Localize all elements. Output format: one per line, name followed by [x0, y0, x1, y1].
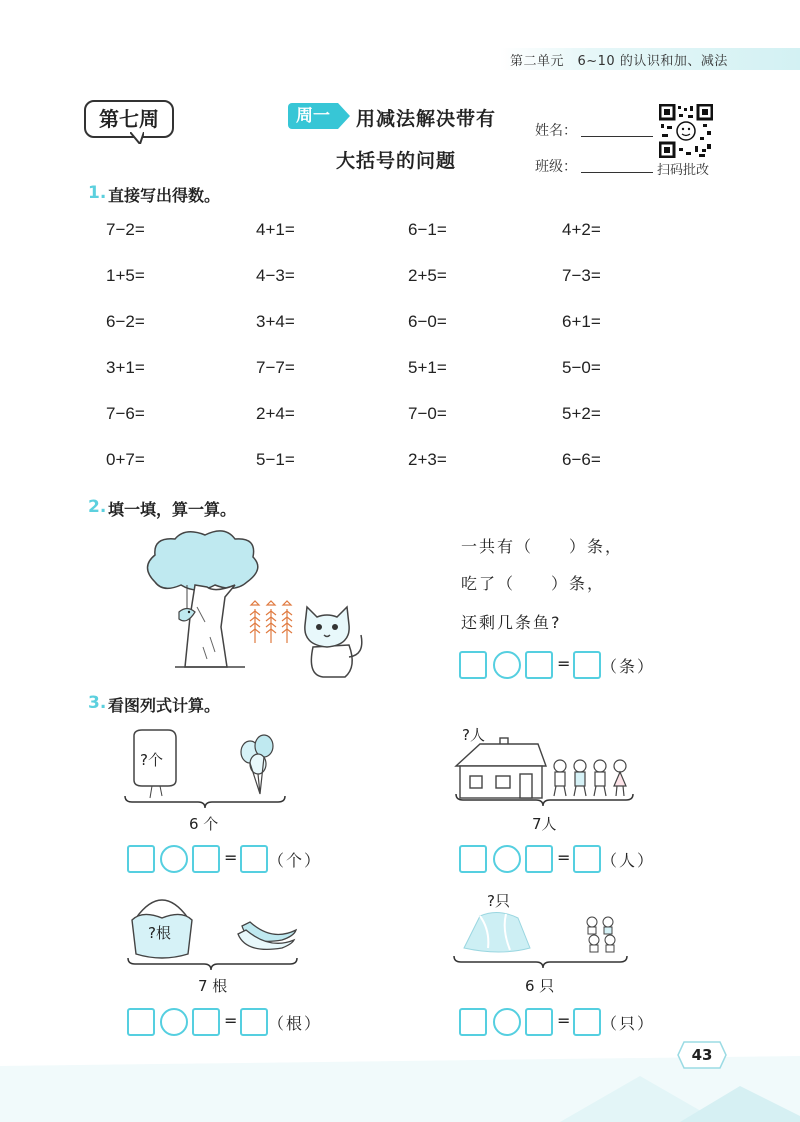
q3-p2-total: 7人 — [532, 815, 557, 833]
q3-p4-box-2[interactable] — [525, 1008, 553, 1036]
q3-p4-operator[interactable] — [493, 1008, 521, 1036]
q2-answer-box-2[interactable] — [525, 651, 553, 679]
q1-number: 1. — [88, 183, 107, 203]
q3-p3-question: ?根 — [148, 924, 171, 942]
q1-equation: 6−0= — [408, 312, 447, 331]
q3-p2-box-1[interactable] — [459, 845, 487, 873]
q2-eaten-line: 吃了（ ）条， — [461, 574, 606, 593]
class-label: 班级： — [535, 159, 577, 175]
cat-icon — [305, 607, 362, 677]
q1-equation: 7−2= — [106, 220, 145, 239]
q2-answer-box-1[interactable] — [459, 651, 487, 679]
q2-operator-circle[interactable] — [493, 651, 521, 679]
q3-number: 3. — [88, 693, 107, 713]
q1-instruction: 直接写出得数。 — [108, 186, 221, 205]
q3-p2-equals: = — [557, 848, 571, 867]
qr-code-icon[interactable] — [659, 104, 713, 158]
week-tag: 第七周 — [84, 100, 174, 138]
q3-p1-equals: = — [224, 848, 238, 867]
q1-equation: 7−3= — [562, 266, 601, 285]
children-icon — [554, 760, 626, 796]
q3-p3-result[interactable] — [240, 1008, 268, 1036]
lesson-title-line2: 大括号的问题 — [336, 150, 457, 172]
q3-p3-box-1[interactable] — [127, 1008, 155, 1036]
q3-p2-result[interactable] — [573, 845, 601, 873]
q1-equation: 2+4= — [256, 404, 295, 423]
house-icon — [456, 738, 546, 798]
week-tag-tail — [130, 132, 144, 144]
q1-equation: 1+5= — [106, 266, 145, 285]
q3-p1-unit: （个） — [268, 851, 323, 870]
q1-equation: 5−1= — [256, 450, 295, 469]
scan-label: 扫码批改 — [657, 163, 710, 178]
unit-label: 第二单元 6~10 的认识和加、减法 — [510, 54, 728, 69]
q3-p2-box-2[interactable] — [525, 845, 553, 873]
q3-p1-result[interactable] — [240, 845, 268, 873]
class-field[interactable] — [581, 172, 653, 173]
small-animals-icon — [587, 917, 615, 952]
q2-equals: = — [557, 654, 571, 673]
q1-equation: 6−6= — [562, 450, 601, 469]
day-tag-arrow — [338, 103, 350, 129]
q3-instruction: 看图列式计算。 — [108, 696, 221, 715]
q1-equation: 5+1= — [408, 358, 447, 377]
q3-p1-question: ?个 — [140, 751, 163, 769]
q1-equation: 3+1= — [106, 358, 145, 377]
q3-p2-unit: （人） — [601, 851, 656, 870]
q3-p3-operator[interactable] — [160, 1008, 188, 1036]
q1-equation: 6−1= — [408, 220, 447, 239]
q3-p1-total: 6 个 — [189, 815, 219, 833]
q3-p1-operator[interactable] — [160, 845, 188, 873]
q3-p2-operator[interactable] — [493, 845, 521, 873]
name-field[interactable] — [581, 136, 653, 137]
ice-block-icon — [464, 912, 530, 952]
q3-p4-question: ?只 — [487, 892, 510, 910]
lesson-title-line1: 用减法解决带有 — [356, 108, 497, 130]
fish-bones-icon — [250, 601, 292, 643]
q1-grid — [106, 220, 666, 480]
q3-p3-equals: = — [224, 1011, 238, 1030]
q1-equation: 4−3= — [256, 266, 295, 285]
q1-equation: 3+4= — [256, 312, 295, 331]
ice-animals-illustration — [450, 896, 640, 972]
q3-p3-unit: （根） — [268, 1014, 323, 1033]
q3-p4-equals: = — [557, 1011, 571, 1030]
q1-equation: 7−7= — [256, 358, 295, 377]
q2-number: 2. — [88, 497, 107, 517]
q1-equation: 6+1= — [562, 312, 601, 331]
tree-cat-fish-illustration — [135, 527, 365, 679]
q3-p3-total: 7 根 — [198, 977, 228, 995]
q3-p4-box-1[interactable] — [459, 1008, 487, 1036]
q2-instruction: 填一填，算一算。 — [108, 500, 237, 519]
bananas-icon — [238, 922, 296, 949]
q3-p2-question: ?人 — [462, 726, 485, 744]
name-label: 姓名： — [535, 123, 577, 139]
q3-p4-total: 6 只 — [525, 977, 555, 995]
q1-equation: 6−2= — [106, 312, 145, 331]
q1-equation: 0+7= — [106, 450, 145, 469]
q3-p3-box-2[interactable] — [192, 1008, 220, 1036]
day-tag: 周一 — [288, 103, 338, 129]
q1-equation: 2+5= — [408, 266, 447, 285]
q3-p4-result[interactable] — [573, 1008, 601, 1036]
q2-total-line: 一共有（ ）条， — [461, 537, 624, 556]
q3-p1-box-2[interactable] — [192, 845, 220, 873]
q1-equation: 4+2= — [562, 220, 601, 239]
tree-icon — [148, 531, 258, 590]
balloons-icon — [241, 735, 273, 794]
q1-equation: 7−0= — [408, 404, 447, 423]
q3-p4-unit: （只） — [601, 1014, 656, 1033]
q2-result-box[interactable] — [573, 651, 601, 679]
q2-question-line: 还剩几条鱼? — [461, 613, 562, 632]
q1-equation: 5−0= — [562, 358, 601, 377]
q1-equation: 4+1= — [256, 220, 295, 239]
q1-equation: 7−6= — [106, 404, 145, 423]
q1-equation: 5+2= — [562, 404, 601, 423]
q1-equation: 2+3= — [408, 450, 447, 469]
q2-unit: （条） — [601, 657, 656, 676]
q3-p1-box-1[interactable] — [127, 845, 155, 873]
page-number: 43 — [691, 1046, 713, 1064]
